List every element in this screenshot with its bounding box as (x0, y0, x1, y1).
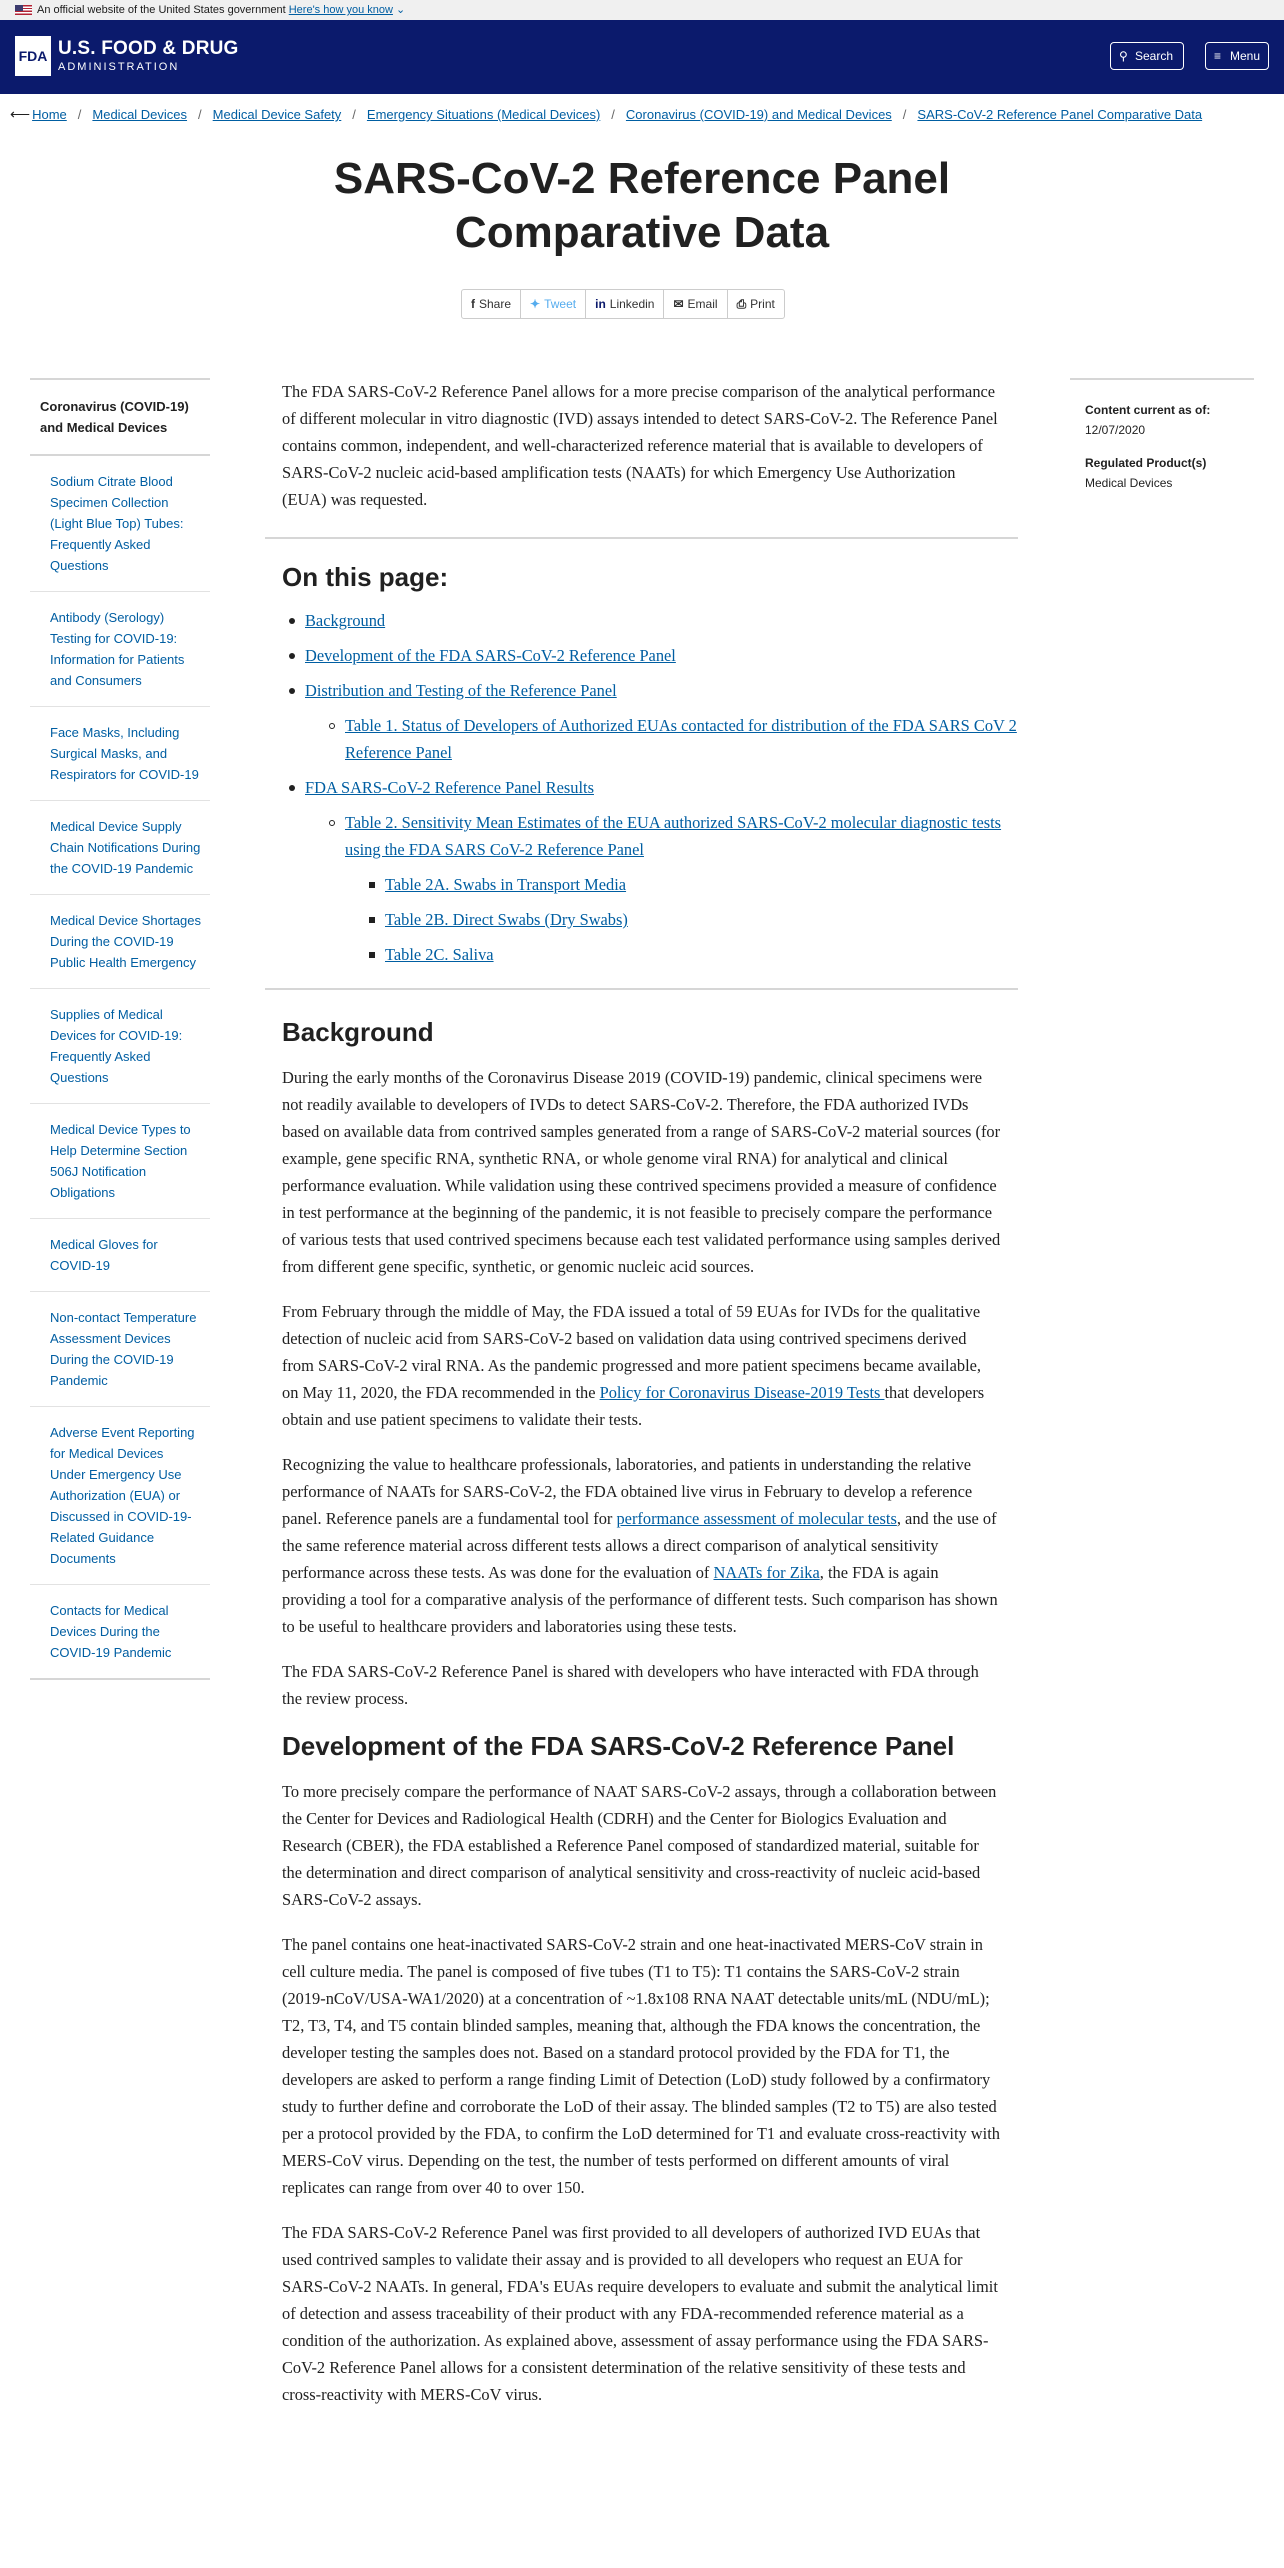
toc-link-development[interactable]: Development of the FDA SARS-CoV-2 Reference Panel (305, 646, 676, 665)
content-info-aside (1070, 378, 1254, 507)
search-button-label: Search (1135, 49, 1174, 63)
breadcrumb-coronavirus[interactable]: Coronavirus (COVID-19) and Medical Devices (625, 107, 892, 122)
toc-link-table2b[interactable]: Table 2B. Direct Swabs (Dry Swabs) (385, 910, 628, 929)
sidebar-item-supplies-faq[interactable]: Supplies of Medical Devices for COVID-19: Frequently Asked Questions (30, 989, 210, 1104)
breadcrumb-medical-device-safety[interactable]: Medical Device Safety (212, 107, 342, 122)
toc-item (385, 871, 1018, 898)
breadcrumb: ⟵ Home / Medical Devices / Medical Device Safety / Emergency Situations (Medical Devices) / Coronavirus (COVID-19) and Medical Devices / SARS-CoV-2 Reference Panel Comparative Data (10, 106, 1203, 122)
sidebar-item-supply-chain[interactable]: Medical Device Supply Chain Notifications During the COVID-19 Pandemic (30, 801, 210, 895)
heres-how-you-know-link[interactable]: Here's how you know (288, 4, 393, 16)
sidebar-item-antibody-testing[interactable]: Antibody (Serology) Testing for COVID-19: Information for Patients and Consumers (30, 592, 210, 707)
toc-item (385, 906, 1018, 933)
breadcrumb-medical-devices[interactable]: Medical Devices (92, 107, 188, 122)
divider (265, 988, 1018, 990)
toc-item (345, 809, 1018, 863)
chevron-down-icon: ⌄ (392, 4, 406, 16)
facebook-icon: f (471, 297, 475, 311)
development-heading: Development of the FDA SARS-CoV-2 Reference Panel (282, 1731, 955, 1761)
divider (265, 537, 1018, 539)
toc-link-distribution[interactable]: Distribution and Testing of the Reference Panel (305, 681, 617, 700)
sidebar-item-medical-gloves[interactable]: Medical Gloves for COVID-19 (30, 1219, 210, 1292)
toc-link-table2[interactable]: Table 2. Sensitivity Mean Estimates of the EUA authorized SARS-CoV-2 molecular diagnostic tests using the FDA SARS CoV-2 Reference Panel (345, 813, 1002, 859)
page-title: SARS-CoV-2 Reference Panel Comparative Data (333, 154, 951, 257)
naats-zika-link[interactable]: NAATs for Zika (713, 1563, 820, 1582)
email-button[interactable]: ✉ Email (664, 290, 727, 318)
menu-button-label: Menu (1230, 49, 1261, 63)
fda-logo[interactable]: FDA (15, 36, 51, 76)
toc-heading: On this page: (282, 562, 449, 592)
toc-item (305, 677, 1018, 704)
intro-paragraph: The FDA SARS-CoV-2 Reference Panel allows for a more precise comparison of the analytical performance of different molecular in vitro diagnostic (IVD) assays intended to detect SARS-CoV-2. The Reference Panel contains common, independent, and well-characterized reference material that is available to developers of SARS-CoV-2 nucleic acid-based amplification tests (NAATs) for which Emergency Use Authorization (EUA) was requested. (282, 382, 998, 509)
logo-line2[interactable]: ADMINISTRATION (58, 61, 180, 73)
sidebar-item-temperature-devices[interactable]: Non-contact Temperature Assessment Devices During the COVID-19 Pandemic (30, 1292, 210, 1407)
sidebar-item-contacts[interactable]: Contacts for Medical Devices During the COVID-19 Pandemic (30, 1585, 210, 1680)
development-paragraph-3: The FDA SARS-CoV-2 Reference Panel was first provided to all developers of authorized IVD EUAs that used contrived samples to validate their assay and is provided to all developers who request an EUA for SARS-CoV-2 NAATs. In general, FDA's EUAs require developers to evaluate and submit the analytical limit of detection and assess traceability of their product with any FDA-recommended reference material as a condition of the authorization. As explained above, assessment of assay performance using the FDA SARS-CoV-2 Reference Panel allows for a consistent determination of the relative sensitivity of these tests and cross-reactivity with MERS-CoV virus. (282, 2223, 998, 2404)
toc-link-table2a[interactable]: Table 2A. Swabs in Transport Media (385, 875, 627, 894)
twitter-icon: ✦ (530, 297, 541, 311)
sidebar-item-device-types[interactable]: Medical Device Types to Help Determine Section 506J Notification Obligations (30, 1104, 210, 1219)
us-flag-icon (15, 5, 32, 15)
policy-link[interactable]: Policy for Coronavirus Disease-2019 Tests (599, 1383, 885, 1402)
breadcrumb-home[interactable]: Home (32, 107, 67, 122)
development-paragraph-1: To more precisely compare the performance of NAAT SARS-CoV-2 assays, through a collaboration between the Center for Devices and Radiological Health (CDRH) and the Center for Biologics Evaluation and Research (CBER), the FDA established a Reference Panel composed of standardized material, suitable for the determination and direct comparison of analytical sensitivity and cross-reactivity of nucleic acid-based SARS-CoV-2 assays. (282, 1782, 997, 1909)
sidebar-item-blood-tubes[interactable]: Sodium Citrate Blood Specimen Collection (Light Blue Top) Tubes: Frequently Asked Questions (30, 456, 210, 592)
toc-item (345, 712, 1018, 766)
gov-banner-text: An official website of the United States government (37, 4, 286, 16)
background-paragraph-4: The FDA SARS-CoV-2 Reference Panel is shared with developers who have interacted with FDA through the review process. (282, 1662, 979, 1708)
logo-line1[interactable]: U.S. FOOD & DRUG (58, 38, 239, 59)
background-paragraph-2: From February through the middle of May, the FDA issued a total of 59 EUAs for IVDs for the qualitative detection of nucleic acid from SARS-CoV-2 based on validation data using contrived specimens derived from SARS-CoV-2 viral RNA. As the pandemic progressed and more patient specimens became available, on May 11, 2020, the FDA recommended in the Policy for Coronavirus Disease-2019 Tests that developers obtain and use patient specimens to validate their tests. (282, 1302, 985, 1429)
printer-icon: ⎙ (736, 297, 747, 311)
sidebar-heading[interactable]: Coronavirus (COVID-19) and Medical Devices (30, 380, 210, 456)
background-heading: Background (282, 1017, 434, 1047)
toc-item (305, 774, 1018, 801)
tweet-button[interactable]: ✦ Tweet (521, 290, 586, 318)
sidebar-item-shortages[interactable]: Medical Device Shortages During the COVID-19 Public Health Emergency (30, 895, 210, 989)
regulated-products-label: Regulated Product(s) (1085, 456, 1207, 470)
toc-item (305, 607, 1018, 634)
share-bar (461, 289, 785, 319)
content-current-date: 12/07/2020 (1085, 423, 1146, 437)
sidebar-item-face-masks[interactable]: Face Masks, Including Surgical Masks, and Respirators for COVID-19 (30, 707, 210, 801)
toc-link-background[interactable]: Background (305, 611, 386, 630)
table-of-contents (265, 607, 1018, 968)
development-paragraph-2: The panel contains one heat-inactivated SARS-CoV-2 strain and one heat-inactivated MERS-CoV strain in cell culture media. The panel is composed of five tubes (T1 to T5): T1 contains the SARS-CoV-2 strain (2019-nCoV/USA-WA1/2020) at a concentration of ~1.8x108 RNA NAAT detectable units/mL (NDU/mL); T2, T3, T4, and T5 contain blinded samples, meaning that, although the FDA knows the concentration, the developer testing the samples does not. Based on a standard protocol provided by the FDA for T1, the developers are asked to perform a range finding Limit of Detection (LoD) study followed by a confirmatory study to further define and corroborate the LoD of their assay. The blinded samples (T2 to T5) are also tested per a protocol provided by the FDA, to confirm the LoD determined for T1 and evaluate cross-reactivity with MERS-CoV virus. Depending on the test, the number of tests performed on different amounts of viral replicates can range from over 40 to over 150. (282, 1935, 1000, 2197)
gov-banner (0, 0, 1284, 20)
linkedin-button[interactable]: in Linkedin (586, 290, 664, 318)
sidebar-nav (30, 378, 210, 1680)
sidebar-item-adverse-event[interactable]: Adverse Event Reporting for Medical Devices Under Emergency Use Authorization (EUA) or Discussed in COVID-19-Related Guidance Documents (30, 1407, 210, 1585)
print-button[interactable]: ⎙ Print (736, 297, 775, 311)
toc-item (385, 941, 1018, 968)
background-paragraph-3: Recognizing the value to healthcare professionals, laboratories, and patients in understanding the relative performance of NAATs for SARS-CoV-2, the FDA obtained live virus in February to develop a reference panel. Reference panels are a fundamental tool for performance assessment of molecular tests, and the use of the same reference material across different tests allows a direct comparison of analytical sensitivity performance across these tests. As was done for the evaluation of NAATs for Zika, the FDA is again providing a tool for a comparative analysis of the performance of different tests. Such comparison has shown to be useful to healthcare providers and laboratories using these tests. (282, 1455, 998, 1636)
background-paragraph-1: During the early months of the Coronavirus Disease 2019 (COVID-19) pandemic, clinical specimens were not readily available to developers of IVDs to detect SARS-CoV-2. Therefore, the FDA authorized IVDs based on available data from contrived samples generated from a range of SARS-CoV-2 material sources (for example, gene specific RNA, synthetic RNA, or whole genome viral RNA) for analytical and clinical performance evaluation. While validation using these contrived specimens provided a measure of confidence in test performance at the beginning of the pandemic, it is not feasible to precisely compare the performance of various tests that used contrived specimens because each test validated performance using samples derived from different gene specific, synthetic, or genomic nucleic acid sources. (282, 1068, 1001, 1276)
content-current-label: Content current as of: (1085, 403, 1211, 417)
regulated-products-value: Medical Devices (1085, 476, 1173, 490)
search-button[interactable] (1110, 42, 1184, 70)
site-header (0, 20, 1284, 94)
envelope-icon: ✉ (673, 297, 684, 311)
linkedin-icon: in (595, 297, 606, 311)
share-facebook-button[interactable]: f Share (462, 290, 521, 318)
toc-item (305, 642, 1018, 669)
breadcrumb-emergency-situations[interactable]: Emergency Situations (Medical Devices) (366, 107, 601, 122)
toc-link-table1[interactable]: Table 1. Status of Developers of Authorized EUAs contacted for distribution of the FDA SARS CoV 2 Reference Panel (345, 716, 1017, 762)
toc-link-table2c[interactable]: Table 2C. Saliva (385, 945, 494, 964)
main-content (265, 378, 1018, 2426)
breadcrumb-current-page[interactable]: SARS-CoV-2 Reference Panel Comparative Data (917, 107, 1203, 122)
performance-assessment-link[interactable]: performance assessment of molecular tests (616, 1509, 897, 1528)
search-icon: ⚲ (1119, 49, 1128, 63)
back-arrow-icon: ⟵ (10, 106, 31, 122)
menu-button[interactable] (1205, 42, 1269, 70)
hamburger-icon: ≡ (1214, 49, 1222, 63)
toc-link-results[interactable]: FDA SARS-CoV-2 Reference Panel Results (305, 778, 594, 797)
